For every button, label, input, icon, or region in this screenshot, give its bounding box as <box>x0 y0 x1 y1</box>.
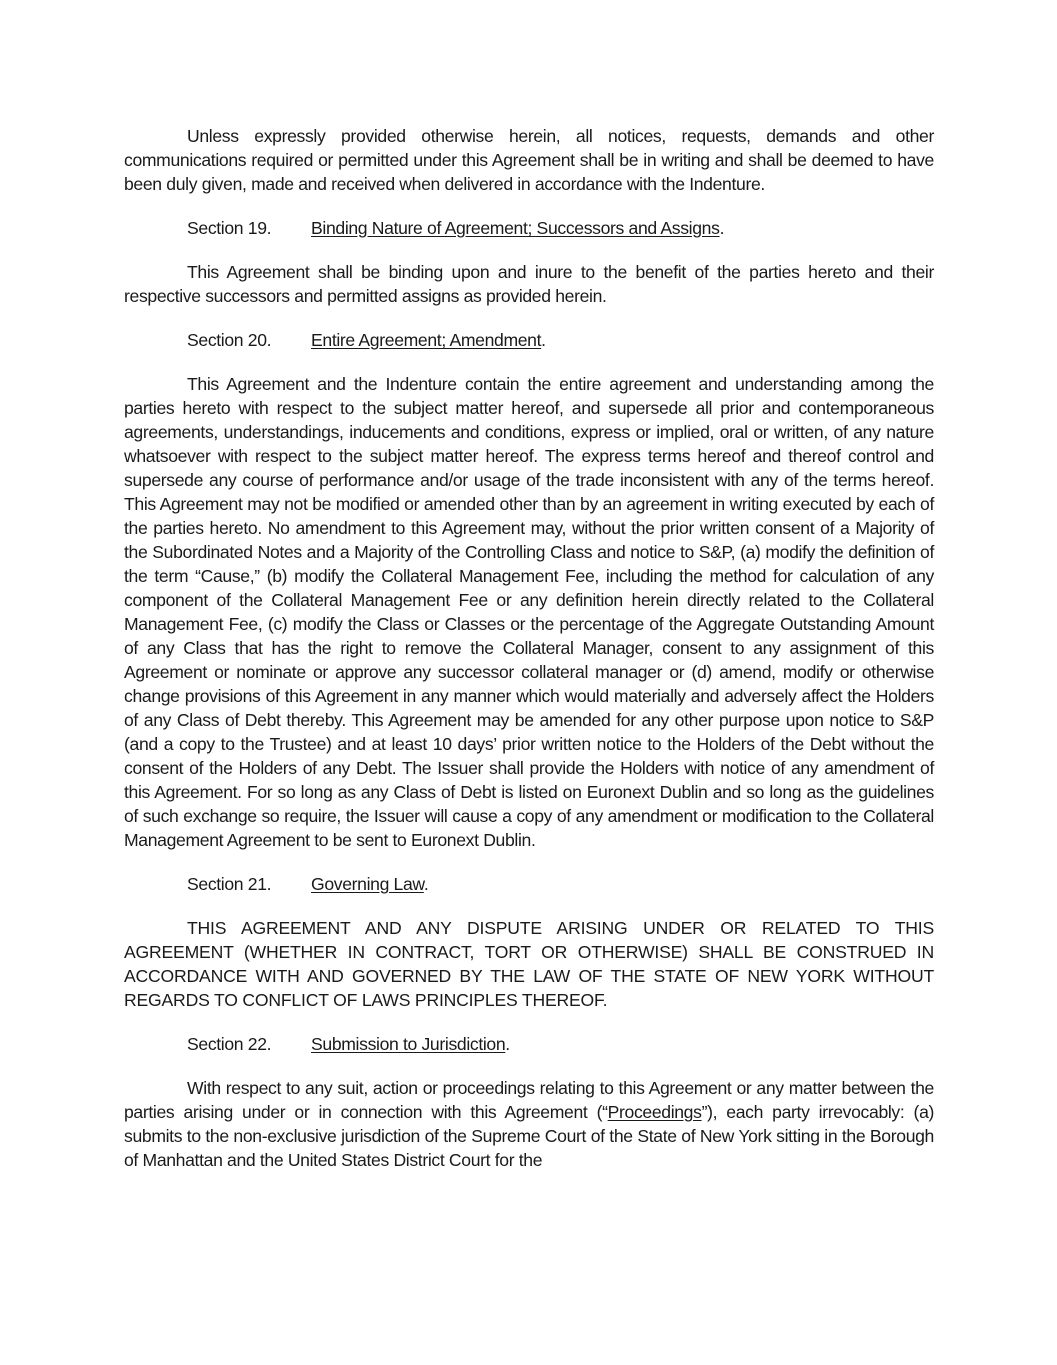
binding-paragraph: This Agreement shall be binding upon and inure to the benefit of the parties hereto and their respective successors and permitted assigns as provided herein. <box>124 262 934 306</box>
section-20-heading <box>124 328 934 352</box>
entire-agreement-paragraph: This Agreement and the Indenture contain the entire agreement and understanding among the parties hereto with respect to the subject matter hereof, and supersede all prior and contemporaneous agreements, understandings, inducements and conditions, express or implied, oral or written, of any nature whatsoever with respect to the subject matter hereof. The express terms hereof and thereof control and supersede any course of performance and/or usage of the trade inconsistent with any of the terms hereof. This Agreement may not be modified or amended other than by an agreement in writing executed by each of the parties hereto. No amendment to this Agreement may, without the prior written consent of a Majority of the Subordinated Notes and a Majority of the Controlling Class and notice to S&P, (a) modify the definition of the term “Cause,” (b) modify the Collateral Management Fee, including the method for calculation of any component of the Collateral Management Fee or any definition herein directly related to the Collateral Management Fee, (c) modify the Class or Classes or the percentage of the Aggregate Outstanding Amount of any Class that has the right to remove the Collateral Manager, consent to any assignment of this Agreement or nominate or approve any successor collateral manager or (d) amend, modify or otherwise change provisions of this Agreement in any manner which would materially and adversely affect the Holders of any Class of Debt thereby. This Agreement may be amended for any other purpose upon notice to S&P (and a copy to the Trustee) and at least 10 days’ prior written notice to the Holders of the Debt without the consent of the Holders of any Debt. The Issuer shall provide the Holders with notice of any amendment of this Agreement. For so long as any Class of Debt is listed on Euronext Dublin and so long as the guidelines of such exchange so require, the Issuer will cause a copy of any amendment or modification to the Collateral Management Agreement to be sent to Euronext Dublin. <box>124 374 934 850</box>
section-title-period: . <box>423 874 429 894</box>
section-title: Binding Nature of Agreement; Successors and Assigns <box>311 218 720 238</box>
governing-law-paragraph: THIS AGREEMENT AND ANY DISPUTE ARISING UNDER OR RELATED TO THIS AGREEMENT (WHETHER IN CONTRACT, TORT OR OTHERWISE) SHALL BE CONSTRUED IN ACCORDANCE WITH AND GOVERNED BY THE LAW OF THE STATE OF NEW YORK WITHOUT REGARDS TO CONFLICT OF LAWS PRINCIPLES THEREOF. <box>124 918 934 1010</box>
jurisdiction-paragraph <box>124 1076 934 1172</box>
section-title-period: . <box>719 218 725 238</box>
jurisdiction-text-after: ”), each party irrevocably: (a) submits to the non-exclusive jurisdiction of the Supreme Court of the State of New York sitting in the Borough of Manhattan and the United States District Court for the <box>124 1102 935 1170</box>
defined-term-proceedings: Proceedings <box>607 1102 702 1122</box>
jurisdiction-text-before: With respect to any suit, action or proceedings relating to this Agreement or any matter between the parties arising under or in connection with this Agreement (“ <box>124 1078 934 1122</box>
section-number: Section 21. <box>187 874 272 894</box>
section-title: Submission to Jurisdiction <box>311 1034 506 1054</box>
section-title: Governing Law <box>311 874 424 894</box>
document-page <box>124 124 934 1192</box>
section-22-heading <box>124 1032 934 1056</box>
section-title-period: . <box>505 1034 510 1054</box>
section-number: Section 22. <box>187 1034 272 1054</box>
section-title-period: . <box>541 330 546 350</box>
notices-paragraph: Unless expressly provided otherwise herein, all notices, requests, demands and other communications required or permitted under this Agreement shall be in writing and shall be deemed to have been duly given, made and received when delivered in accordance with the Indenture. <box>124 126 934 194</box>
section-19-heading <box>124 216 934 240</box>
section-21-heading <box>124 872 934 896</box>
section-number: Section 20. <box>187 330 272 350</box>
section-number: Section 19. <box>187 218 272 238</box>
section-title: Entire Agreement; Amendment <box>311 330 542 350</box>
